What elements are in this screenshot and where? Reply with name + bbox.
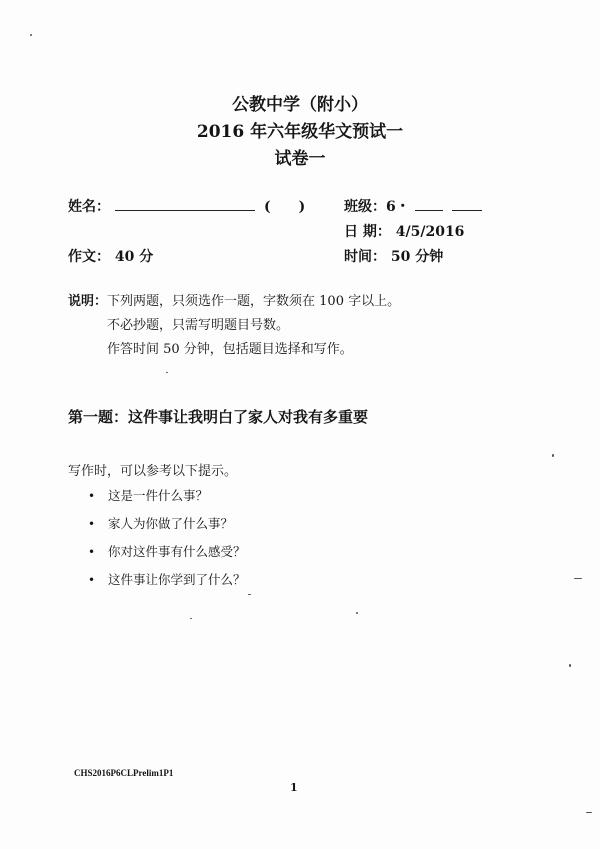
scan-speck	[166, 372, 168, 373]
index-number-parens: ( )	[264, 199, 306, 215]
instructions-text-1: 下列两题，只须选作一题，字数须在 100 字以上。	[107, 294, 401, 309]
date-value: 4/5/2016	[395, 224, 465, 240]
scan-speck	[248, 594, 251, 595]
scan-speck	[552, 454, 554, 457]
date-label: 日 期：	[344, 224, 391, 240]
instructions-line-1	[68, 290, 400, 309]
bullet-icon: •	[88, 545, 96, 559]
bullet-icon: •	[88, 573, 96, 587]
time-allowed	[344, 246, 443, 266]
prompt-item	[88, 486, 246, 514]
writing-hint: 写作时，可以参考以下提示。	[68, 464, 238, 479]
time-value: 50 分钟	[390, 249, 444, 265]
prompt-item	[88, 570, 246, 598]
prompt-item	[88, 514, 246, 542]
exam-title: 2016 年六年级华文预试一	[196, 122, 404, 142]
bullet-icon: •	[88, 489, 96, 503]
class-row	[344, 196, 482, 216]
instructions-line-2: 不必抄题，只需写明题目号数。	[107, 318, 290, 333]
paper-title: 试卷一	[274, 149, 326, 169]
instructions-label: 说明：	[68, 294, 108, 309]
prompt-text: 这是一件什么事？	[108, 488, 209, 503]
question-1-title: 第一题：这件事让我明白了家人对我有多重要	[68, 408, 369, 426]
name-row	[68, 196, 255, 216]
class-blank-2[interactable]	[452, 210, 482, 211]
bullet-icon: •	[88, 517, 96, 531]
scan-speck	[586, 812, 592, 813]
instructions-line-3: 作答时间 50 分钟，包括题目选择和写作。	[107, 342, 353, 357]
prompt-item	[88, 542, 246, 570]
prompt-text: 你对这件事有什么感受？	[108, 544, 246, 559]
time-label: 时间：	[344, 249, 386, 265]
scan-speck	[30, 34, 32, 36]
scan-speck	[569, 664, 571, 667]
prompt-list	[88, 486, 246, 598]
class-label: 班级：6・	[344, 199, 410, 215]
class-blank-1[interactable]	[415, 210, 443, 211]
prompt-text: 这件事让你学到了什么？	[108, 572, 246, 587]
essay-marks	[68, 246, 153, 266]
scan-speck	[190, 618, 192, 619]
name-blank[interactable]	[115, 210, 255, 211]
name-label: 姓名：	[68, 199, 110, 215]
scan-speck	[356, 612, 358, 614]
date-row	[344, 221, 464, 241]
scan-speck	[574, 578, 582, 579]
essay-value: 40 分	[114, 249, 154, 265]
prompt-text: 家人为你做了什么事？	[108, 516, 234, 531]
essay-label: 作文：	[68, 249, 110, 265]
school-title: 公教中学（附小）	[232, 95, 368, 115]
paper-code: CHS2016P6CLPrelim1P1	[74, 768, 174, 778]
page-number: 1	[290, 781, 298, 794]
